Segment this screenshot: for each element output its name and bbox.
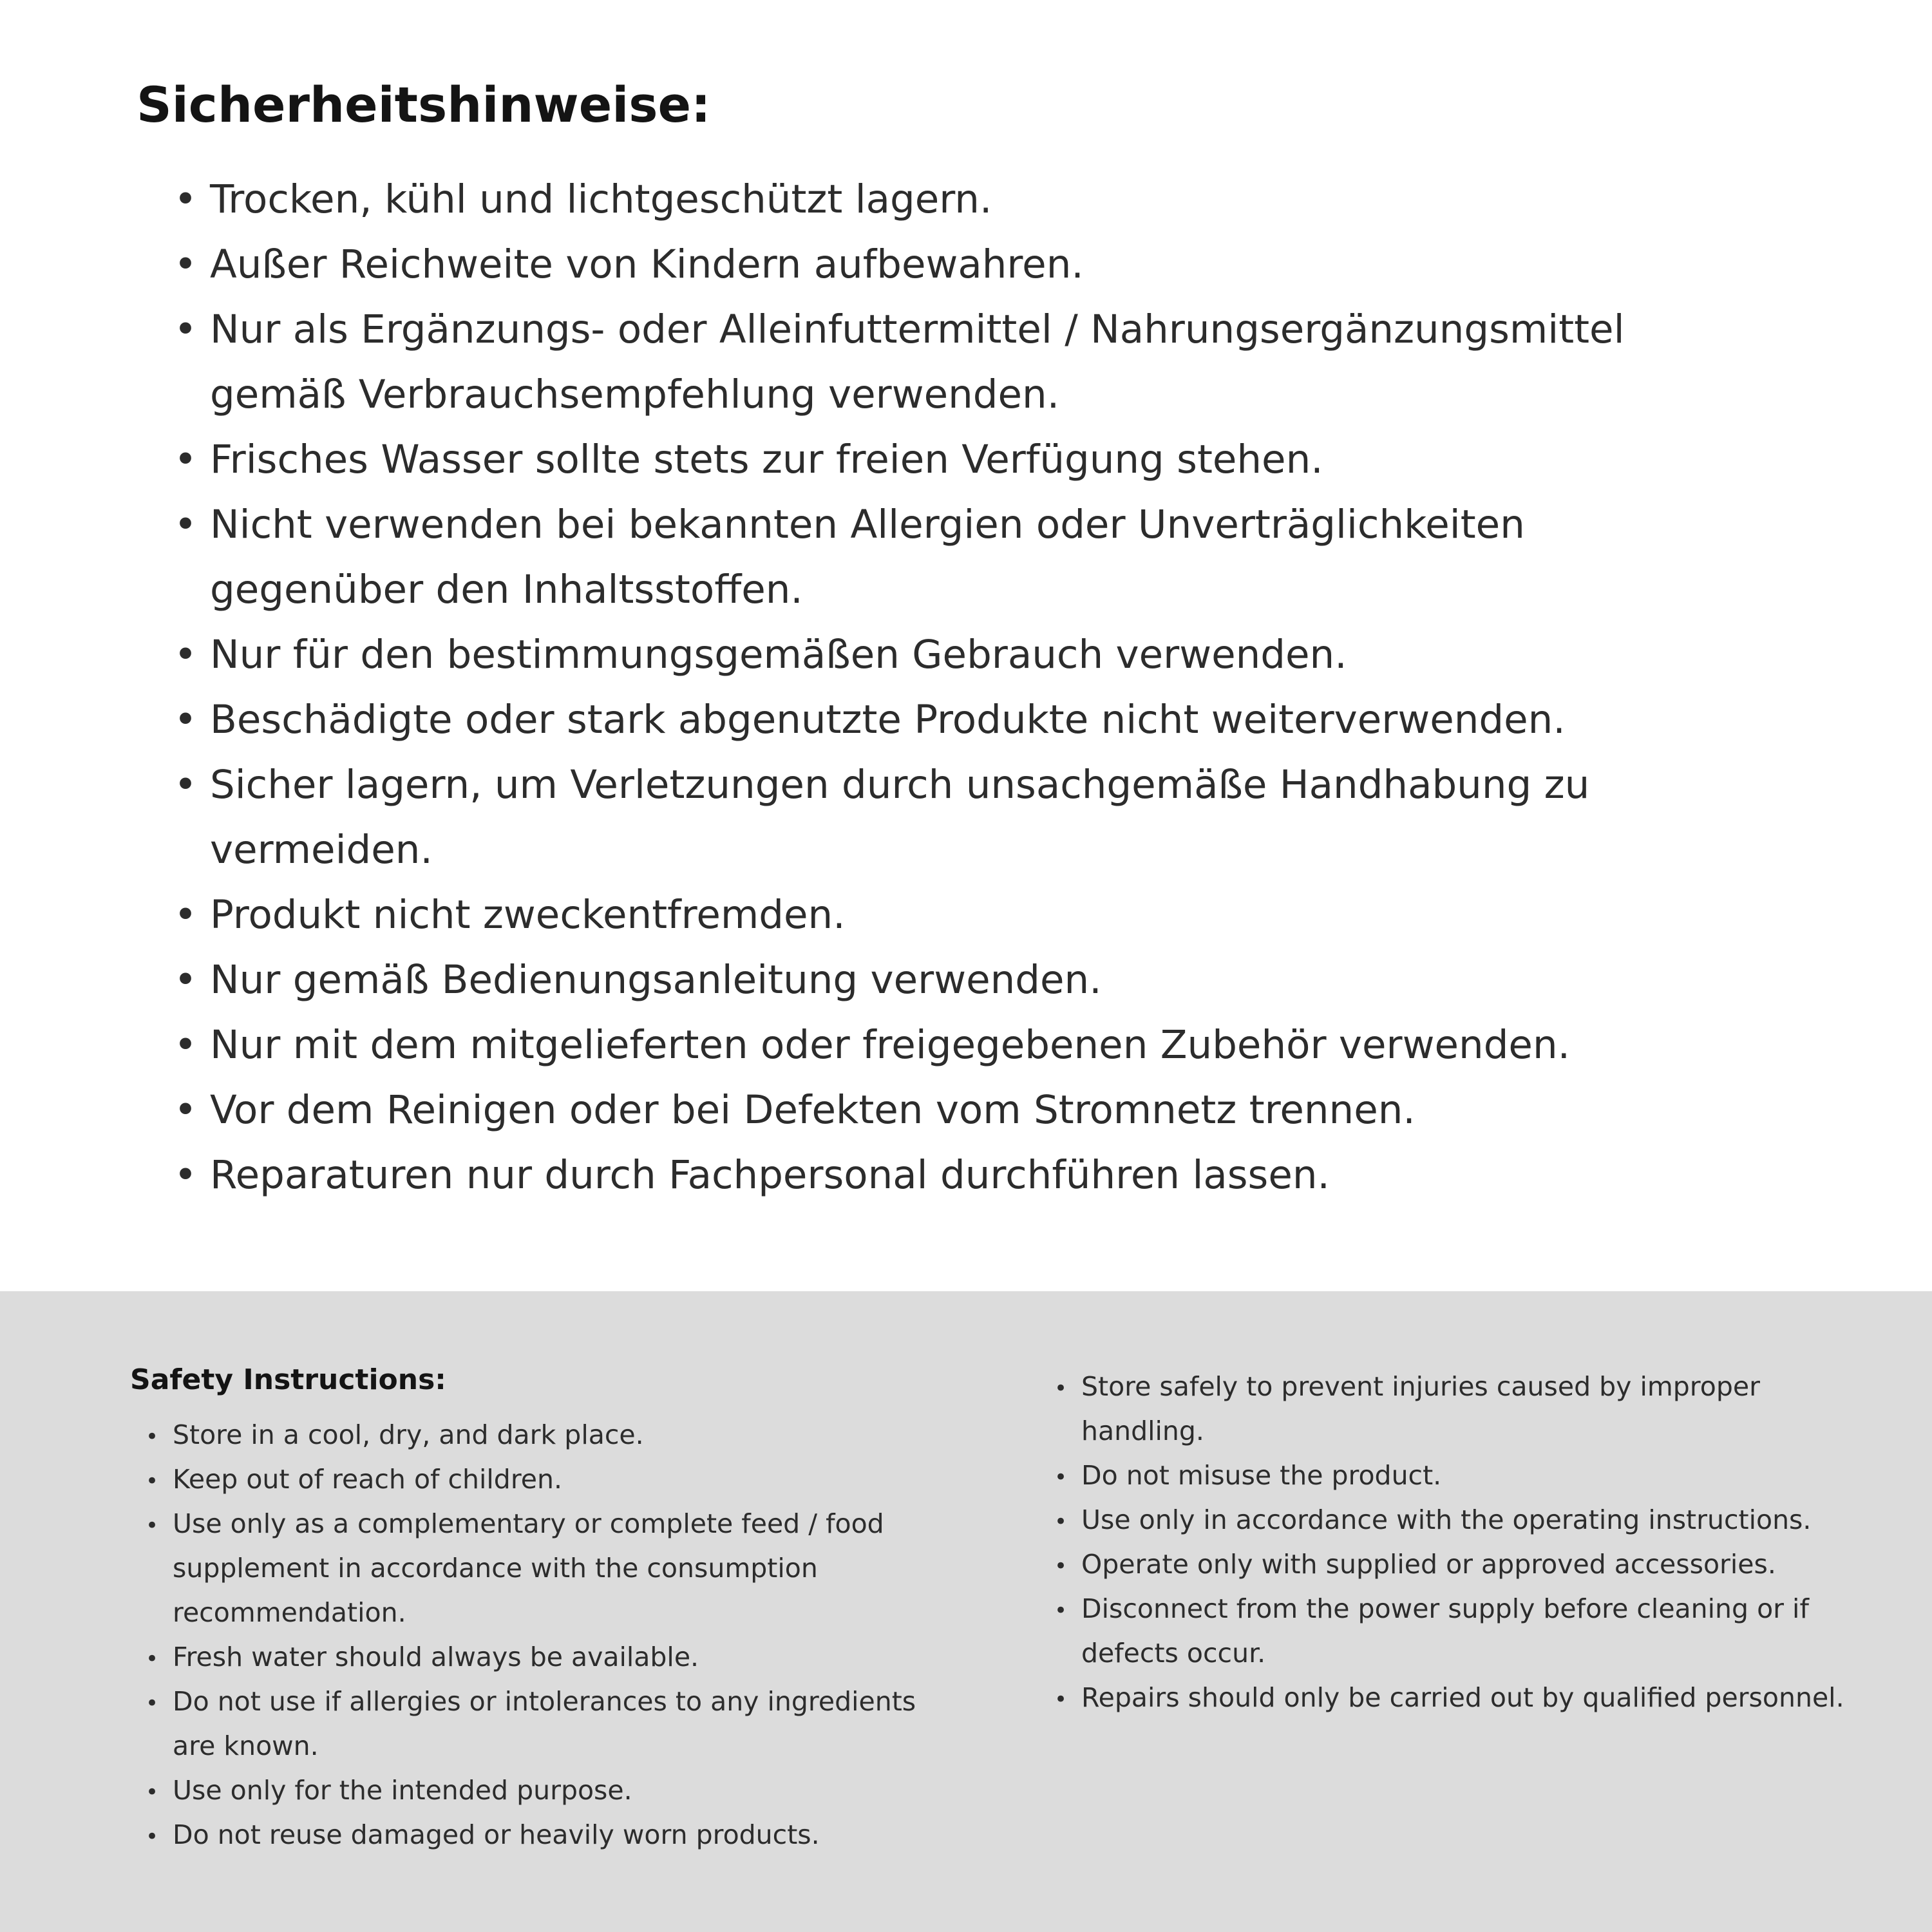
german-list-item: • Produkt nicht zweckentfremden. (174, 882, 1704, 947)
english-list-item: • Operate only with supplied or approved accessories. (1054, 1542, 1853, 1587)
english-list-item: • Repairs should only be carried out by qualified personnel. (1054, 1676, 1853, 1720)
english-list-item: • Disconnect from the power supply before cleaning or if defects occur. (1054, 1587, 1853, 1676)
german-list-item: • Frisches Wasser sollte stets zur freien Verfügung stehen. (174, 427, 1704, 492)
english-list-item: • Use only for the intended purpose. (146, 1768, 922, 1813)
english-list-item: • Do not reuse damaged or heavily worn products. (146, 1813, 922, 1857)
german-list-item: • Beschädigte oder stark abgenutzte Produkte nicht weiterverwenden. (174, 687, 1704, 752)
english-safety-section (0, 1291, 1932, 1932)
english-list-item: • Do not misuse the product. (1054, 1454, 1853, 1498)
german-list-item: • Nur gemäß Bedienungsanleitung verwenden. (174, 947, 1704, 1012)
german-list-item: • Außer Reichweite von Kindern aufbewahren. (174, 232, 1704, 297)
german-instruction-list (174, 167, 1704, 1208)
german-list-item: • Nicht verwenden bei bekannten Allergien oder Unverträglichkeiten gegenüber den Inhaltsstoffen. (174, 492, 1704, 622)
english-right-column (1054, 1363, 1853, 1932)
english-instruction-list-right (1054, 1365, 1853, 1720)
english-list-item: • Store in a cool, dry, and dark place. (146, 1413, 922, 1457)
english-list-item: • Do not use if allergies or intolerances to any ingredients are known. (146, 1680, 922, 1768)
german-list-item: • Nur als Ergänzungs- oder Alleinfuttermittel / Nahrungsergänzungsmittel gemäß Verbrauchsempfehlung verwenden. (174, 297, 1704, 427)
english-list-item: • Use only in accordance with the operating instructions. (1054, 1498, 1853, 1542)
english-list-item: • Fresh water should always be available. (146, 1635, 922, 1680)
german-list-item: • Trocken, kühl und lichtgeschützt lagern. (174, 167, 1704, 232)
english-list-item: • Store safely to prevent injuries caused by improper handling. (1054, 1365, 1853, 1454)
german-section-title: Sicherheitshinweise: (137, 76, 711, 133)
english-section-title: Safety Instructions: (130, 1363, 446, 1396)
german-list-item: • Nur mit dem mitgelieferten oder freigegebenen Zubehör verwenden. (174, 1012, 1704, 1077)
german-list-item: • Vor dem Reinigen oder bei Defekten vom Stromnetz trennen. (174, 1077, 1704, 1142)
english-list-item: • Use only as a complementary or complete feed / food supplement in accordance with the consumption recommendation. (146, 1502, 922, 1635)
english-list-item: • Keep out of reach of children. (146, 1457, 922, 1502)
german-list-item: • Reparaturen nur durch Fachpersonal durchführen lassen. (174, 1142, 1704, 1208)
english-instruction-list-left (146, 1413, 922, 1857)
english-left-column (130, 1363, 922, 1932)
german-list-item: • Nur für den bestimmungsgemäßen Gebrauch verwenden. (174, 622, 1704, 687)
german-list-item: • Sicher lagern, um Verletzungen durch unsachgemäße Handhabung zu vermeiden. (174, 752, 1704, 882)
